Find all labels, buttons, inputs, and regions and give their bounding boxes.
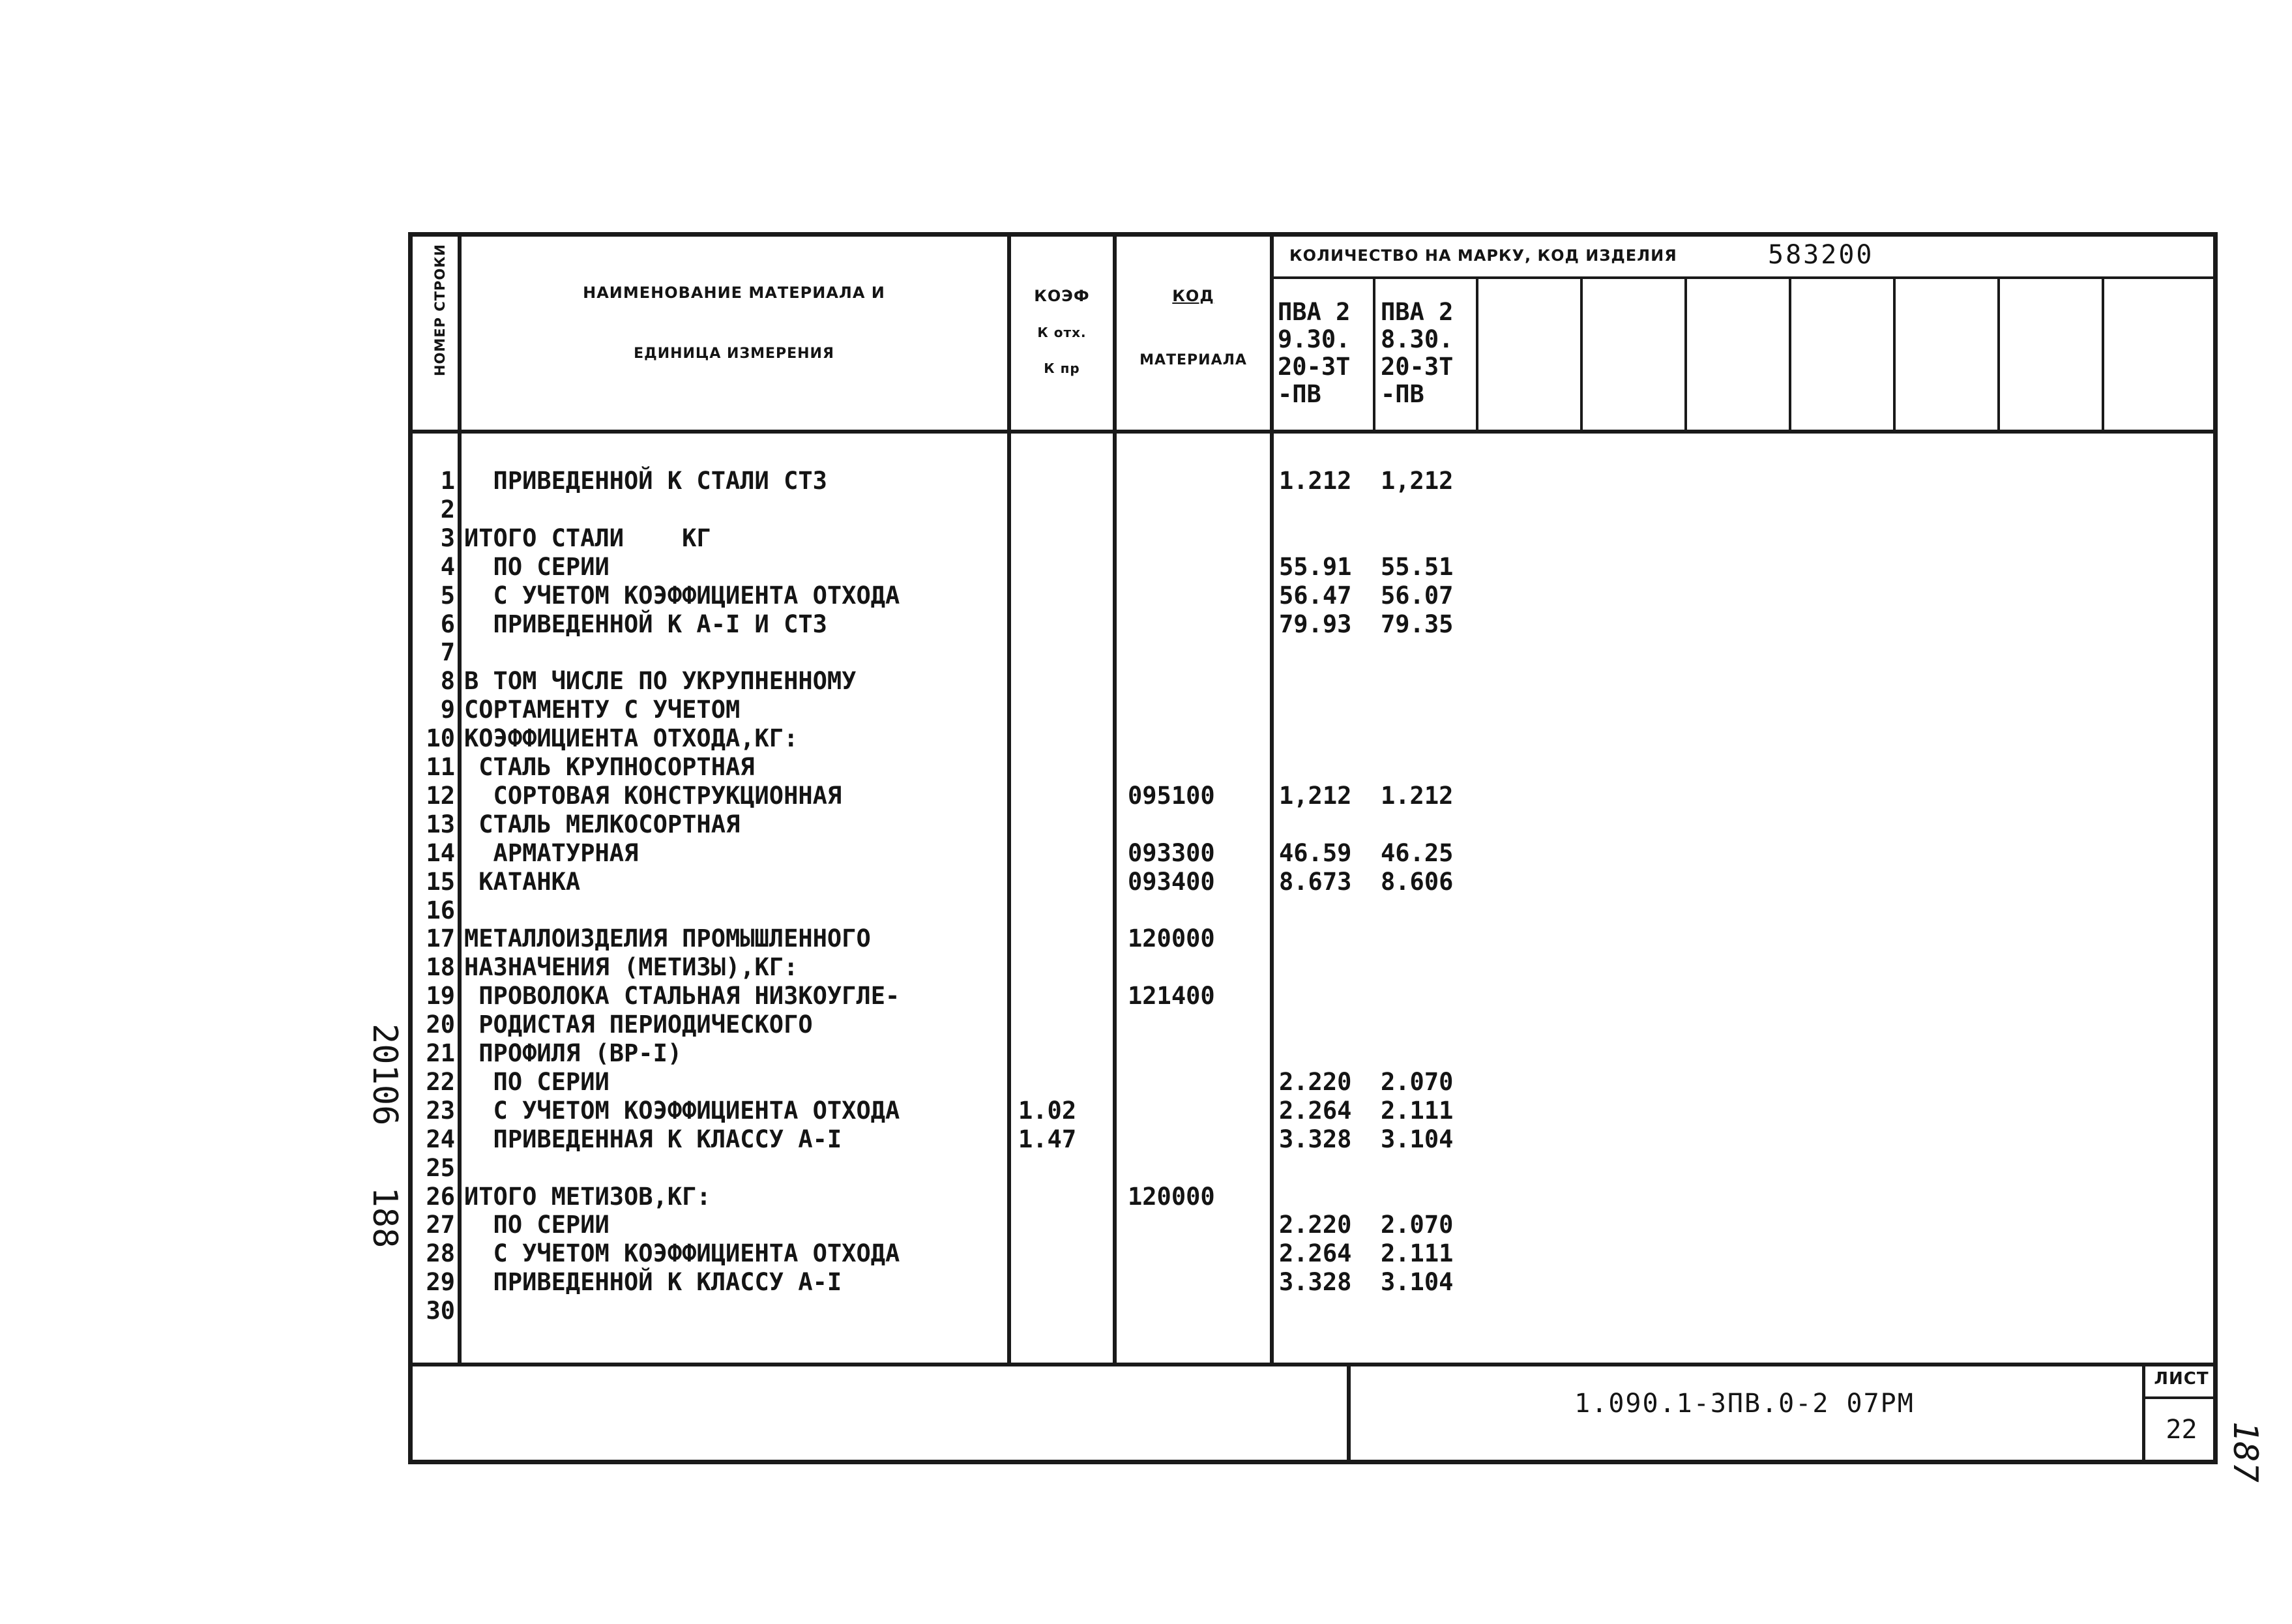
coef-header: КОЭФ — [1034, 287, 1090, 305]
sheet-label: ЛИСТ — [2154, 1369, 2209, 1389]
product-code: 583200 — [1768, 240, 1874, 270]
row-value-mark-2: 2.111 — [1381, 1239, 1454, 1267]
row-value-mark-2: 46.25 — [1381, 839, 1454, 867]
row-name: С УЧЕТОМ КОЭФФИЦИЕНТА ОТХОДА — [464, 1097, 900, 1125]
row-name: МЕТАЛЛОИЗДЕЛИЯ ПРОМЫШЛЕННОГО — [464, 924, 871, 952]
row-value-mark-1: 56.47 — [1279, 582, 1352, 610]
row-value-mark-1: 2.264 — [1279, 1097, 1352, 1125]
row-number: 22 — [426, 1068, 455, 1096]
row-value-mark-2: 56.07 — [1381, 582, 1454, 610]
sheet-number: 22 — [2166, 1415, 2197, 1445]
mark-col-divider — [2102, 276, 2104, 432]
row-name: СОРТАМЕНТУ С УЧЕТОМ — [464, 696, 741, 724]
row-number: 1 — [440, 467, 455, 495]
row-number: 16 — [426, 896, 455, 924]
row-value-mark-1: 8.673 — [1279, 868, 1352, 896]
mark-col-divider — [1893, 276, 1896, 432]
row-value-mark-2: 2.111 — [1381, 1097, 1454, 1125]
row-name: СТАЛЬ КРУПНОСОРТНАЯ — [464, 753, 755, 781]
coef-sub2: К пр — [1044, 361, 1080, 376]
row-value-mark-2: 79.35 — [1381, 610, 1454, 638]
left-margin-note: 20106 188 — [365, 1024, 404, 1248]
name-header-line1: НАИМЕНОВАНИЕ МАТЕРИАЛА И — [583, 284, 885, 302]
row-value-mark-1: 79.93 — [1279, 610, 1352, 638]
mark-col-1-line3: 20-3Т — [1278, 353, 1351, 381]
mark-col-divider — [1580, 276, 1583, 432]
row-code: 093400 — [1128, 868, 1215, 896]
row-number: 26 — [426, 1183, 455, 1211]
row-name: НАЗНАЧЕНИЯ (МЕТИЗЫ),КГ: — [464, 953, 799, 981]
row-name: С УЧЕТОМ КОЭФФИЦИЕНТА ОТХОДА — [464, 1239, 900, 1267]
row-number: 25 — [426, 1154, 455, 1182]
row-number: 29 — [426, 1268, 455, 1296]
row-number: 14 — [426, 839, 455, 867]
row-number: 18 — [426, 953, 455, 981]
mark-col-1-line1: ПВА 2 — [1278, 298, 1351, 326]
row-name: ПРОВОЛОКА СТАЛЬНАЯ НИЗКОУГЛЕ- — [464, 982, 900, 1010]
row-number: 17 — [426, 924, 455, 952]
row-number: 13 — [426, 810, 455, 838]
row-coef: 1.47 — [1018, 1125, 1077, 1153]
divider-name — [1007, 232, 1011, 1366]
row-name: ПО СЕРИИ — [464, 1068, 610, 1096]
row-name: РОДИСТАЯ ПЕРИОДИЧЕСКОГО — [464, 1011, 813, 1039]
row-number-header: НОМЕР СТРОКИ — [432, 243, 448, 376]
sheet-box-hdivider — [2142, 1396, 2218, 1399]
row-value-mark-1: 46.59 — [1279, 839, 1352, 867]
row-value-mark-2: 3.104 — [1381, 1268, 1454, 1296]
mark-col-2-line4: -ПВ — [1381, 380, 1424, 408]
row-code: 121400 — [1128, 982, 1215, 1010]
row-number: 21 — [426, 1039, 455, 1067]
qty-header: КОЛИЧЕСТВО НА МАРКУ, КОД ИЗДЕЛИЯ — [1289, 246, 1677, 265]
row-name: ПРИВЕДЕННОЙ К КЛАССУ А-I — [464, 1268, 842, 1296]
row-number: 10 — [426, 724, 455, 752]
row-value-mark-2: 1.212 — [1381, 782, 1454, 810]
mark-col-2-line2: 8.30. — [1381, 325, 1454, 353]
row-number: 11 — [426, 753, 455, 781]
right-margin-note: 187 — [2226, 1421, 2265, 1483]
row-coef: 1.02 — [1018, 1097, 1077, 1125]
row-name: АРМАТУРНАЯ — [464, 839, 639, 867]
row-value-mark-1: 2.220 — [1279, 1211, 1352, 1239]
row-number: 23 — [426, 1097, 455, 1125]
row-name: В ТОМ ЧИСЛЕ ПО УКРУПНЕННОМУ — [464, 667, 857, 695]
mark-col-divider — [1684, 276, 1687, 432]
row-name: ПО СЕРИИ — [464, 1211, 610, 1239]
title-block-divider — [408, 1363, 2218, 1366]
row-number: 15 — [426, 868, 455, 896]
mark-col-1-line4: -ПВ — [1278, 380, 1321, 408]
row-name: ПРОФИЛЯ (ВР-I) — [464, 1039, 683, 1067]
mark-col-2-line1: ПВА 2 — [1381, 298, 1454, 326]
mark-col-divider — [1997, 276, 2000, 432]
row-name: СОРТОВАЯ КОНСТРУКЦИОННАЯ — [464, 782, 842, 810]
row-number: 3 — [440, 524, 455, 552]
row-value-mark-1: 3.328 — [1279, 1125, 1352, 1153]
row-number: 24 — [426, 1125, 455, 1153]
coef-sub1: К отх. — [1037, 325, 1087, 340]
row-number: 6 — [440, 610, 455, 638]
row-name: ПРИВЕДЕННАЯ К КЛАССУ А-I — [464, 1125, 842, 1153]
mark-col-2-line3: 20-3Т — [1381, 353, 1454, 381]
name-header-line2: ЕДИНИЦА ИЗМЕРЕНИЯ — [634, 346, 834, 362]
row-name: С УЧЕТОМ КОЭФФИЦИЕНТА ОТХОДА — [464, 582, 900, 610]
row-name: ИТОГО МЕТИЗОВ,КГ: — [464, 1183, 711, 1211]
row-value-mark-2: 55.51 — [1381, 553, 1454, 581]
row-value-mark-1: 2.220 — [1279, 1068, 1352, 1096]
row-value-mark-2: 1,212 — [1381, 467, 1454, 495]
divider-rownum — [458, 232, 462, 1366]
row-code: 093300 — [1128, 839, 1215, 867]
row-value-mark-2: 2.070 — [1381, 1211, 1454, 1239]
row-name: КАТАНКА — [464, 868, 581, 896]
row-value-mark-1: 1.212 — [1279, 467, 1352, 495]
row-name: ИТОГО СТАЛИ КГ — [464, 524, 711, 552]
divider-coef — [1113, 232, 1117, 1366]
row-code: 120000 — [1128, 924, 1215, 952]
mark-col-1-line2: 9.30. — [1278, 325, 1351, 353]
row-number: 30 — [426, 1297, 455, 1325]
row-value-mark-1: 55.91 — [1279, 553, 1352, 581]
code-header-line2: МАТЕРИАЛА — [1139, 352, 1247, 368]
row-number: 7 — [440, 638, 455, 666]
row-number: 4 — [440, 553, 455, 581]
row-value-mark-1: 1,212 — [1279, 782, 1352, 810]
row-number: 28 — [426, 1239, 455, 1267]
row-value-mark-2: 8.606 — [1381, 868, 1454, 896]
row-value-mark-2: 2.070 — [1381, 1068, 1454, 1096]
row-number: 9 — [440, 696, 455, 724]
mark-col-divider — [1373, 276, 1375, 432]
code-header-line1: КОД — [1172, 287, 1214, 305]
row-number: 12 — [426, 782, 455, 810]
row-name: ПРИВЕДЕННОЙ К СТАЛИ СТЗ — [464, 467, 827, 495]
row-number: 5 — [440, 582, 455, 610]
row-value-mark-1: 3.328 — [1279, 1268, 1352, 1296]
row-name: ПО СЕРИИ — [464, 553, 610, 581]
row-number: 2 — [440, 495, 455, 524]
header-divider — [408, 430, 2218, 434]
row-number: 8 — [440, 667, 455, 695]
row-number: 20 — [426, 1011, 455, 1039]
row-number: 27 — [426, 1211, 455, 1239]
row-code: 095100 — [1128, 782, 1215, 810]
doc-code: 1.090.1-ЗПВ.0-2 07РМ — [1574, 1389, 1915, 1419]
row-name: СТАЛЬ МЕЛКОСОРТНАЯ — [464, 810, 741, 838]
row-name: ПРИВЕДЕННОЙ К А-I И СТЗ — [464, 610, 827, 638]
mark-col-divider — [1476, 276, 1478, 432]
row-number: 19 — [426, 982, 455, 1010]
row-name: КОЭФФИЦИЕНТА ОТХОДА,КГ: — [464, 724, 799, 752]
row-value-mark-2: 3.104 — [1381, 1125, 1454, 1153]
row-value-mark-1: 2.264 — [1279, 1239, 1352, 1267]
mark-col-divider — [1789, 276, 1791, 432]
qty-header-divider — [1270, 276, 2218, 279]
divider-code — [1270, 232, 1274, 1366]
row-code: 120000 — [1128, 1183, 1215, 1211]
